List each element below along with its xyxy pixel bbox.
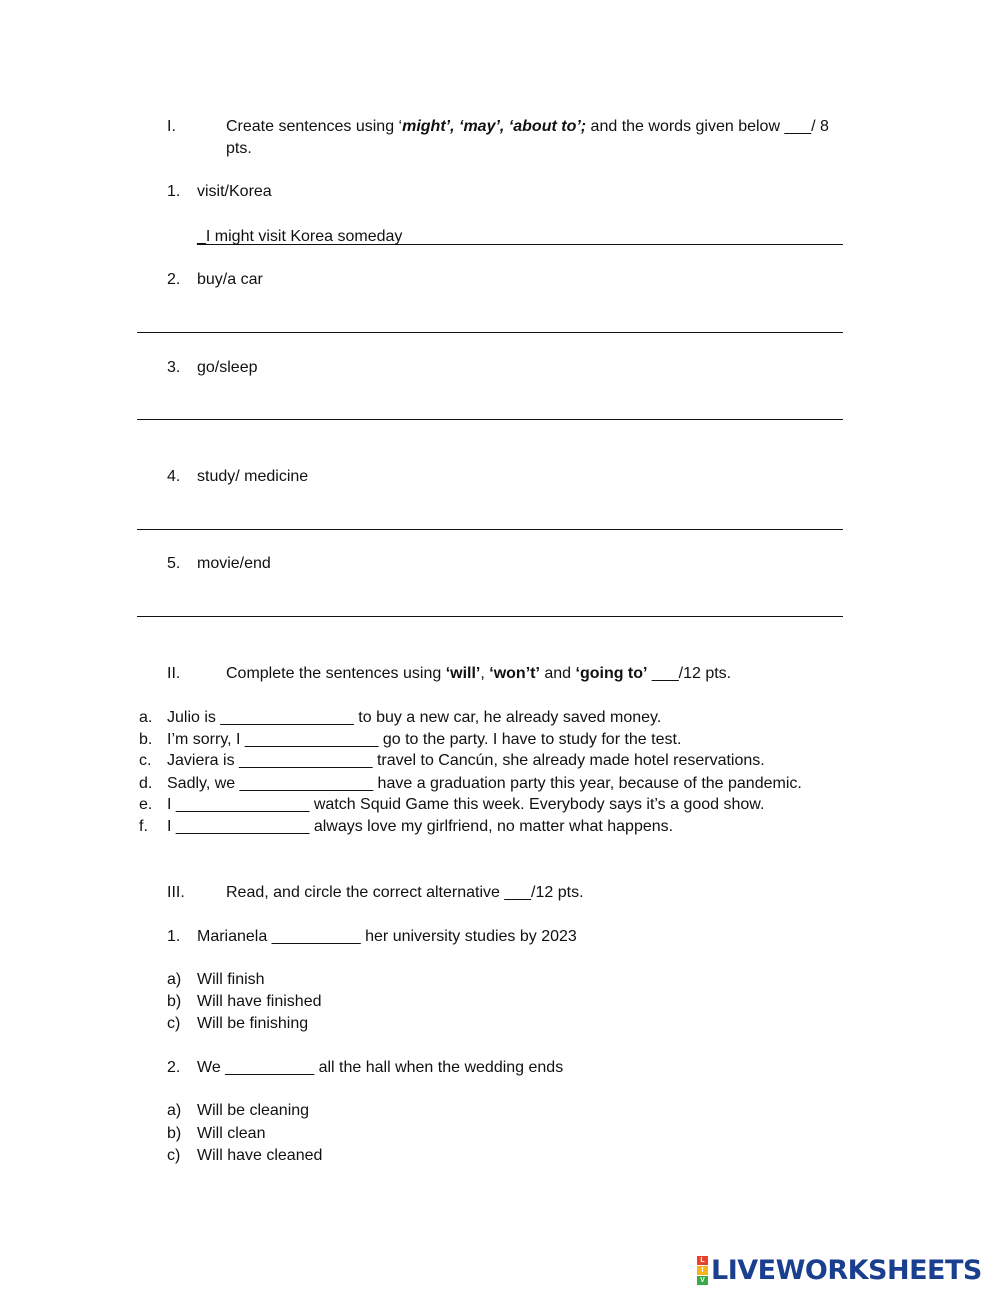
fill-sentence[interactable]: Julio is _______________ to buy a new car, he already saved money.: [167, 709, 662, 726]
item-prompt: go/sleep: [197, 359, 258, 376]
fill-sentence[interactable]: I’m sorry, I _______________ go to the party. I have to study for the test.: [167, 731, 682, 748]
logo-text: LIVEWORKSHEETS: [711, 1254, 982, 1286]
item-prompt: study/ medicine: [197, 468, 309, 485]
list-letter: c.: [139, 752, 152, 769]
option-letter: a): [167, 1102, 182, 1119]
question-text: Marianela __________ her university studies by 2023: [197, 928, 577, 945]
liveworksheets-logo: [697, 1255, 982, 1285]
item-number: 2.: [167, 271, 181, 288]
list-letter: a.: [139, 709, 153, 726]
section-3-instruction: Read, and circle the correct alternative ___/12 pts.: [226, 884, 584, 901]
fill-sentence[interactable]: Sadly, we _______________ have a graduation party this year, because of the pandemic.: [167, 775, 802, 792]
section-1-instruction: Create sentences using ‘might’, ‘may’, ‘about to’; and the words given below ___/ 8: [226, 118, 829, 135]
answer-line[interactable]: [137, 529, 843, 530]
answer-line[interactable]: [197, 244, 843, 245]
option-letter: c): [167, 1147, 181, 1164]
list-letter: f.: [139, 818, 148, 835]
section-3-numeral: III.: [167, 884, 185, 901]
option-letter: a): [167, 971, 182, 988]
section-1-instruction-line2: pts.: [226, 140, 252, 157]
option-letter: b): [167, 1125, 182, 1142]
item-number: 4.: [167, 468, 181, 485]
item-number: 3.: [167, 359, 181, 376]
section-1-numeral: I.: [167, 118, 176, 135]
item-prompt: movie/end: [197, 555, 271, 572]
item-prompt: buy/a car: [197, 271, 263, 288]
list-letter: d.: [139, 775, 153, 792]
item-prompt: visit/Korea: [197, 183, 272, 200]
answer-line[interactable]: [137, 332, 843, 333]
option-will-have-finished[interactable]: Will have finished: [197, 993, 322, 1010]
option-letter: b): [167, 993, 182, 1010]
item-number: 1.: [167, 183, 181, 200]
fill-sentence[interactable]: Javiera is _______________ travel to Cancún, she already made hotel reservations.: [167, 752, 765, 769]
option-will-be-cleaning[interactable]: Will be cleaning: [197, 1102, 310, 1119]
option-letter: c): [167, 1015, 181, 1032]
list-letter: b.: [139, 731, 153, 748]
answer-line[interactable]: [137, 419, 843, 420]
question-number: 1.: [167, 928, 181, 945]
item-number: 5.: [167, 555, 181, 572]
question-number: 2.: [167, 1059, 181, 1076]
answer-line[interactable]: [137, 616, 843, 617]
example-answer: _I might visit Korea someday: [197, 228, 403, 245]
fill-sentence[interactable]: I _______________ always love my girlfriend, no matter what happens.: [167, 818, 674, 835]
option-will-be-finishing[interactable]: Will be finishing: [197, 1015, 309, 1032]
logo-blocks-icon: L I V: [697, 1256, 708, 1285]
option-will-clean[interactable]: Will clean: [197, 1125, 266, 1142]
option-will-finish[interactable]: Will finish: [197, 971, 265, 988]
fill-sentence[interactable]: I _______________ watch Squid Game this week. Everybody says it’s a good show.: [167, 796, 765, 813]
question-text: We __________ all the hall when the wedding ends: [197, 1059, 564, 1076]
list-letter: e.: [139, 796, 153, 813]
section-2-instruction: Complete the sentences using ‘will’, ‘won’t’ and ‘going to’ ___/12 pts.: [226, 665, 732, 682]
section-2-numeral: II.: [167, 665, 181, 682]
option-will-have-cleaned[interactable]: Will have cleaned: [197, 1147, 323, 1164]
